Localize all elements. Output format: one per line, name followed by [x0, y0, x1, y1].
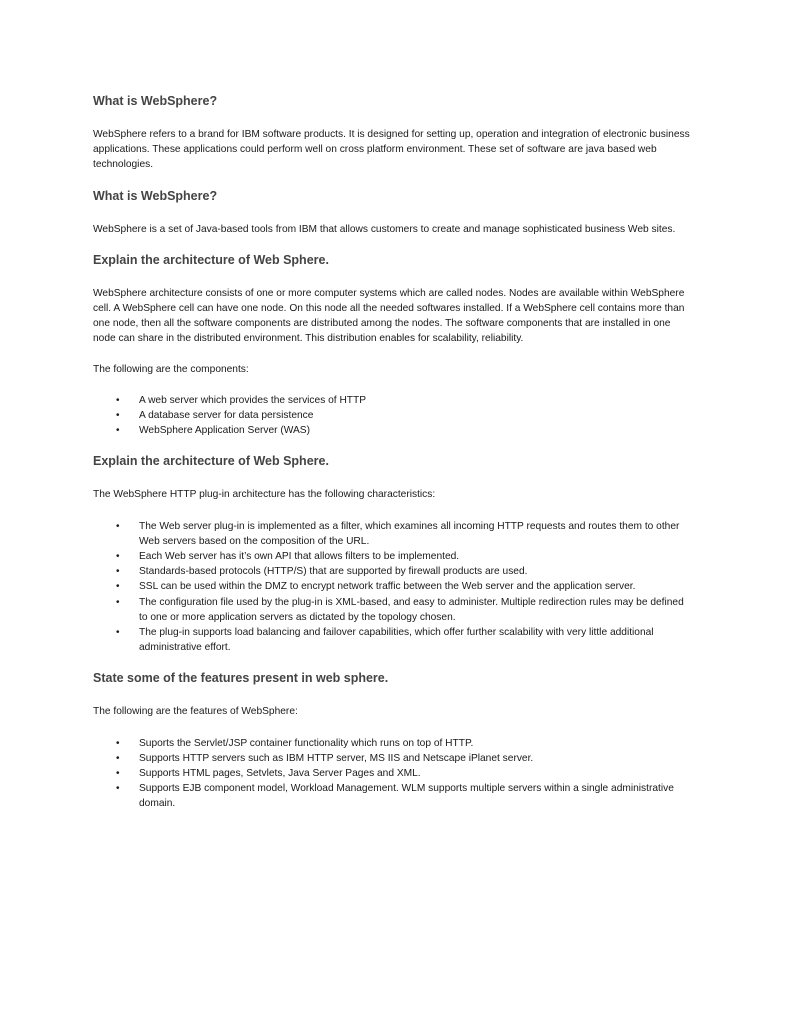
list-item	[93, 393, 693, 408]
list-item-text: A web server which provides the services of HTTP	[139, 394, 367, 406]
bullet-icon: •	[116, 783, 120, 795]
list-item	[93, 564, 693, 579]
list-item-text: WebSphere Application Server (WAS)	[139, 425, 310, 437]
section-paragraph: WebSphere is a set of Java-based tools from IBM that allows customers to create and manage sophisticated business Web sites.	[93, 223, 676, 235]
list-item	[93, 766, 693, 781]
bullet-icon: •	[116, 752, 120, 764]
section-heading: Explain the architecture of Web Sphere.	[93, 454, 329, 469]
list-item-text: Supports HTML pages, Setvlets, Java Server Pages and XML.	[139, 768, 421, 780]
list-item	[93, 736, 693, 751]
list-item-text: Each Web server has it’s own API that allows filters to be implemented.	[139, 551, 460, 563]
section-heading: What is WebSphere?	[93, 188, 218, 203]
bullet-icon: •	[116, 425, 120, 437]
bullet-icon: •	[116, 520, 120, 532]
bullet-icon: •	[116, 566, 120, 578]
section-heading: Explain the architecture of Web Sphere.	[93, 252, 329, 267]
list-item	[93, 595, 693, 625]
section-paragraph: WebSphere architecture consists of one or more computer systems which are called nodes. Nodes are available within WebSphere cell. A WebSphere cell can have one node. On this node all the needed softwares installed. If a WebSphere cell contains more than one node, then all the software components are distributed among the nodes. The software components that are installed in one node can share in the distributed environment. This distribution enables for scalability, reliability.	[93, 287, 685, 345]
list-item	[93, 549, 693, 564]
list-item-text: The configuration file used by the plug-in is XML-based, and easy to administer. Multiple redirection rules may be defined to one or more application servers as dictated by the topology chosen.	[139, 596, 684, 623]
bullet-list	[93, 736, 693, 812]
list-item-text: Suports the Servlet/JSP container functionality which runs on top of HTTP.	[139, 737, 474, 749]
section-paragraph: The following are the features of WebSphere:	[93, 706, 298, 718]
section-paragraph: The WebSphere HTTP plug-in architecture has the following characteristics:	[93, 489, 436, 501]
bullet-icon: •	[116, 737, 120, 749]
section-heading: State some of the features present in web sphere.	[93, 671, 389, 686]
section-heading: What is WebSphere?	[93, 94, 218, 108]
list-item-text: The Web server plug-in is implemented as a filter, which examines all incoming HTTP requests and routes them to other Web servers based on the composition of the URL.	[139, 520, 680, 547]
list-item-text: A database server for data persistence	[139, 410, 314, 422]
bullet-icon: •	[116, 768, 120, 780]
bullet-icon: •	[116, 551, 120, 563]
document-page	[93, 93, 693, 812]
list-item	[93, 519, 693, 549]
bullet-list	[93, 393, 693, 439]
list-item-text: SSL can be used within the DMZ to encrypt network traffic between the Web server and the application server.	[139, 581, 636, 593]
section-paragraph: The following are the components:	[93, 363, 249, 375]
list-item-text: Supports HTTP servers such as IBM HTTP server, MS IIS and Netscape iPlanet server.	[139, 752, 534, 764]
list-item-text: The plug-in supports load balancing and failover capabilities, which offer further scalability with very little additional administrative effort.	[139, 627, 654, 654]
list-item-text: Supports EJB component model, Workload Management. WLM supports multiple servers within a single administrative domain.	[139, 783, 674, 810]
bullet-list	[93, 519, 693, 656]
bullet-icon: •	[116, 394, 120, 406]
list-item	[93, 751, 693, 766]
list-item-text: Standards-based protocols (HTTP/S) that are supported by firewall products are used.	[139, 566, 528, 578]
list-item	[93, 423, 693, 438]
list-item	[93, 625, 693, 655]
list-item	[93, 408, 693, 423]
bullet-icon: •	[116, 410, 120, 422]
bullet-icon: •	[116, 596, 120, 608]
bullet-icon: •	[116, 581, 120, 593]
bullet-icon: •	[116, 627, 120, 639]
list-item	[93, 781, 693, 811]
section-paragraph: WebSphere refers to a brand for IBM software products. It is designed for setting up, operation and integration of electronic business applications. These applications could perform well on cross platform environment. These set of software are java based web technologies.	[93, 129, 690, 171]
list-item	[93, 579, 693, 594]
